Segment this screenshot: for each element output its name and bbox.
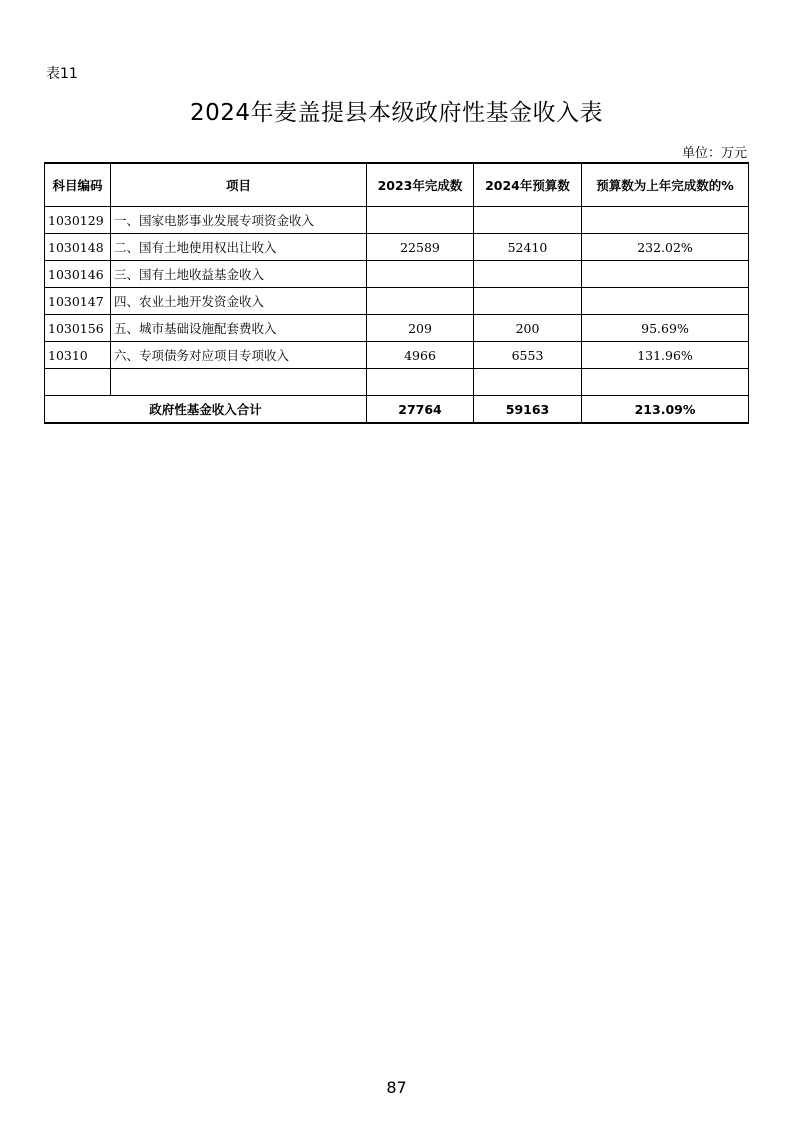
total-row	[45, 396, 749, 424]
row-2023-actual	[367, 261, 474, 288]
row-2023-actual: 209	[367, 315, 474, 342]
unit-label: 单位：万元	[681, 146, 747, 161]
row-2023-actual: 4966	[367, 342, 474, 369]
table-row	[45, 315, 749, 342]
row-2024-budget: 6553	[474, 342, 582, 369]
table-row	[45, 234, 749, 261]
row-code: 1030148	[45, 234, 111, 261]
page-number: 87	[386, 1078, 407, 1097]
row-code: 1030156	[45, 315, 111, 342]
header-2024-budget: 2024年预算数	[474, 163, 582, 207]
row-code: 1030129	[45, 207, 111, 234]
total-percent: 213.09%	[582, 396, 749, 424]
row-2023-actual	[367, 288, 474, 315]
row-2024-budget: 52410	[474, 234, 582, 261]
row-item: 四、农业土地开发资金收入	[111, 288, 367, 315]
row-code: 1030146	[45, 261, 111, 288]
row-code: 10310	[45, 342, 111, 369]
row-percent	[582, 207, 749, 234]
header-item: 项目	[111, 163, 367, 207]
row-code: 1030147	[45, 288, 111, 315]
row-code	[45, 369, 111, 396]
row-item: 三、国有土地收益基金收入	[111, 261, 367, 288]
row-item: 五、城市基础设施配套费收入	[111, 315, 367, 342]
row-2024-budget	[474, 261, 582, 288]
row-percent: 131.96%	[582, 342, 749, 369]
row-2023-actual: 22589	[367, 234, 474, 261]
row-item: 二、国有土地使用权出让收入	[111, 234, 367, 261]
row-2024-budget: 200	[474, 315, 582, 342]
header-2023-actual: 2023年完成数	[367, 163, 474, 207]
row-2024-budget	[474, 369, 582, 396]
row-percent	[582, 369, 749, 396]
row-2023-actual	[367, 207, 474, 234]
row-2024-budget	[474, 207, 582, 234]
table-number: 表11	[46, 66, 78, 82]
row-percent	[582, 288, 749, 315]
total-label: 政府性基金收入合计	[45, 396, 367, 424]
table-row	[45, 261, 749, 288]
total-2024-budget: 59163	[474, 396, 582, 424]
row-percent: 232.02%	[582, 234, 749, 261]
table-header-row	[45, 163, 749, 207]
revenue-table	[44, 162, 749, 424]
row-percent: 95.69%	[582, 315, 749, 342]
header-percent: 预算数为上年完成数的%	[582, 163, 749, 207]
row-item: 六、专项债务对应项目专项收入	[111, 342, 367, 369]
row-2023-actual	[367, 369, 474, 396]
total-2023-actual: 27764	[367, 396, 474, 424]
table-row	[45, 342, 749, 369]
page-title: 2024年麦盖提县本级政府性基金收入表	[189, 100, 604, 126]
table-row	[45, 288, 749, 315]
row-item: 一、国家电影事业发展专项资金收入	[111, 207, 367, 234]
header-code: 科目编码	[45, 163, 111, 207]
table-row-empty	[45, 369, 749, 396]
row-percent	[582, 261, 749, 288]
table-row	[45, 207, 749, 234]
row-item	[111, 369, 367, 396]
row-2024-budget	[474, 288, 582, 315]
